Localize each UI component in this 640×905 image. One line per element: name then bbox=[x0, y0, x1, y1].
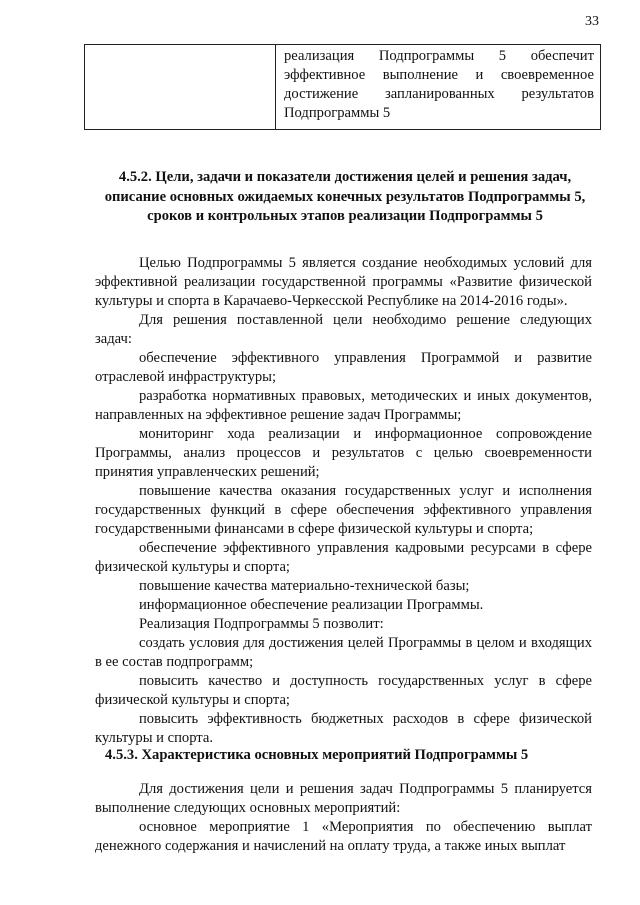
paragraph: Целью Подпрограммы 5 является создание необходимых условий для эффективной реализации государственной программы «Развитие физической культуры и спорта в Карачаево-Черкесской Республике на 2014-2016 годы». bbox=[95, 255, 592, 309]
list-item: повышение качества материально-технической базы; bbox=[139, 578, 470, 594]
paragraph: Для достижения цели и решения задач Подпрограммы 5 планируется выполнение следующих основных мероприятий: bbox=[95, 781, 592, 816]
table-cell-left bbox=[85, 45, 276, 129]
page-number: 33 bbox=[585, 14, 599, 29]
section-body-4-5-2 bbox=[95, 254, 592, 748]
list-item: создать условия для достижения целей Программы в целом и входящих в ее состав подпрограмм; bbox=[95, 635, 592, 670]
section-heading-4-5-3: 4.5.3. Характеристика основных мероприятий Подпрограммы 5 bbox=[105, 747, 529, 763]
paragraph: Реализация Подпрограммы 5 позволит: bbox=[139, 616, 384, 632]
continuation-table bbox=[84, 44, 601, 130]
table-cell-right: реализация Подпрограммы 5 обеспечит эффективное выполнение и своевременное достижение запланированных результатов Подпрограммы 5 bbox=[284, 48, 594, 121]
section-heading-4-5-2: 4.5.2. Цели, задачи и показатели достижения целей и решения задач, описание основных ожидаемых конечных результатов Подпрограммы 5, сроков и контрольных этапов реализации Подпрограммы 5 bbox=[104, 169, 586, 224]
list-item: информационное обеспечение реализации Программы. bbox=[139, 597, 484, 613]
list-item: обеспечение эффективного управления Программой и развитие отраслевой инфраструктуры; bbox=[95, 350, 592, 385]
list-item: повысить качество и доступность государственных услуг в сфере физической культуры и спорта; bbox=[95, 673, 592, 708]
list-item: разработка нормативных правовых, методических и иных документов, направленных на эффективное решение задач Программы; bbox=[95, 388, 592, 423]
list-item: повысить эффективность бюджетных расходов в сфере физической культуры и спорта. bbox=[95, 711, 592, 746]
list-item: повышение качества оказания государственных услуг и исполнения государственных функций в сфере обеспечения эффективного управления государственными финансами в сфере физической культуры и спорта; bbox=[95, 483, 592, 537]
list-item: обеспечение эффективного управления кадровыми ресурсами в сфере физической культуры и спорта; bbox=[95, 540, 592, 575]
list-item: мониторинг хода реализации и информационное сопровождение Программы, анализ процессов и результатов с целью своевременности принятия управленческих решений; bbox=[95, 426, 592, 480]
paragraph: Для решения поставленной цели необходимо решение следующих задач: bbox=[95, 312, 592, 347]
paragraph: основное мероприятие 1 «Мероприятия по обеспечению выплат денежного содержания и начислений на оплату труда, а также иных выплат bbox=[95, 819, 592, 854]
section-body-4-5-3 bbox=[95, 780, 592, 856]
